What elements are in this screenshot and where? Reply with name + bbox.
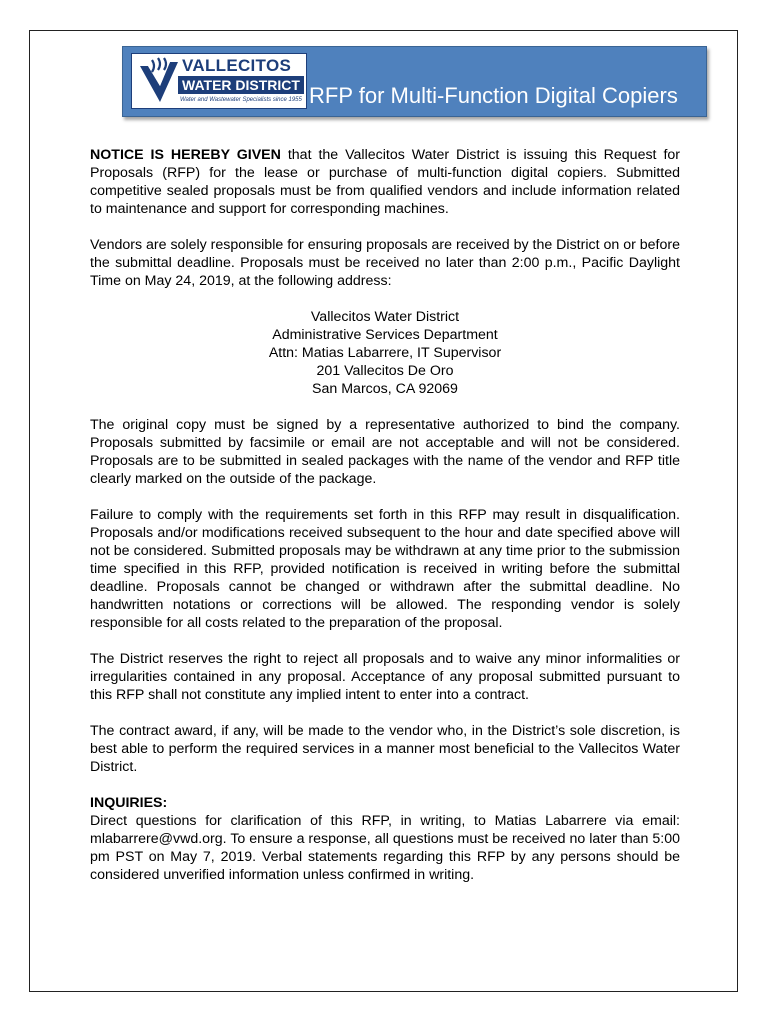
logo-subname: WATER DISTRICT bbox=[178, 76, 304, 94]
logo-name: VALLECITOS bbox=[182, 56, 292, 75]
reserves-paragraph: The District reserves the right to reject all proposals and to waive any minor informalities or irregularities contained in any proposal. Acceptance of any proposal submitted pursuant to this RFP shall not constitute any implied intent to enter into a contract. bbox=[90, 651, 680, 703]
award-paragraph: The contract award, if any, will be made to the vendor who, in the District’s sole discretion, is best able to perform the required services in a manner most beneficial to the Vallecitos Water District. bbox=[90, 723, 680, 775]
water-drop-logo-icon bbox=[134, 56, 184, 106]
deadline-paragraph: Vendors are solely responsible for ensuring proposals are received by the District on or before the submittal deadline. Proposals must be received no later than 2:00 p.m., Pacific Daylight Time on May 24, 2019, at the following address: bbox=[90, 237, 680, 289]
address-line: 201 Vallecitos De Oro bbox=[316, 363, 454, 379]
delivery-address bbox=[90, 308, 680, 398]
address-line: Vallecitos Water District bbox=[310, 309, 460, 325]
inquiries-text: Direct questions for clarification of this RFP, in writing, to Matias Labarrere via email: mlabarrere@vwd.org. To ensure a response, all questions must be received no later than 5:00 pm PST on May 7, 2019. Verbal statements regarding this RFP by any persons should be considered unverified information unless confirmed in writing. bbox=[90, 813, 680, 883]
header-banner bbox=[122, 46, 707, 117]
notice-text: that the Vallecitos Water District is issuing this Request for Proposals (RFP) for the lease or purchase of multi-function digital copiers. Submitted competitive sealed proposals must be from qualified vendors and include information related to maintenance and support for corresponding machines. bbox=[90, 147, 680, 217]
district-logo bbox=[131, 53, 307, 109]
address-line: San Marcos, CA 92069 bbox=[312, 381, 458, 397]
inquiries-section bbox=[90, 794, 680, 884]
notice-paragraph bbox=[90, 146, 680, 218]
document-title: RFP for Multi-Function Digital Copiers bbox=[309, 83, 678, 108]
failure-paragraph: Failure to comply with the requirements set forth in this RFP may result in disqualification. Proposals and/or modifications received subsequent to the hour and date specified above will not be considered. Submitted proposals may be withdrawn at any time prior to the submission time specified in this RFP, provided notification is received in writing before the submittal deadline. Proposals cannot be changed or withdrawn after the submittal deadline. No handwritten notations or corrections will be allowed. The responding vendor is solely responsible for all costs related to the preparation of the proposal. bbox=[90, 507, 680, 631]
inquiries-heading: INQUIRIES: bbox=[90, 795, 168, 811]
original-copy-paragraph: The original copy must be signed by a representative authorized to bind the company. Proposals submitted by facsimile or email are not acceptable and will not be considered. Proposals are to be submitted in sealed packages with the name of the vendor and RFP title clearly marked on the outside of the package. bbox=[90, 417, 680, 487]
logo-tagline: Water and Wastewater Specialists since 1955 bbox=[180, 97, 302, 103]
address-line: Attn: Matias Labarrere, IT Supervisor bbox=[268, 345, 502, 361]
notice-lead: NOTICE IS HEREBY GIVEN bbox=[90, 147, 281, 163]
address-line: Administrative Services Department bbox=[272, 327, 498, 343]
document-body bbox=[90, 146, 680, 902]
